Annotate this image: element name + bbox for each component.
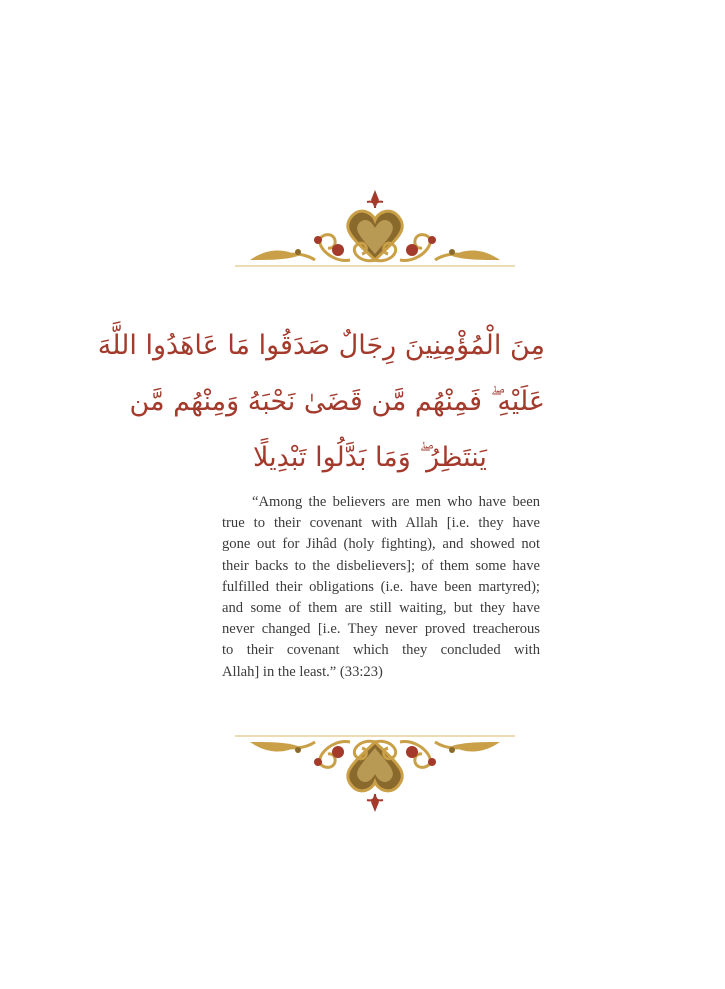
translation-line: fulfilled their obligations (i.e. have been martyred); bbox=[222, 578, 540, 595]
translation-line: true to their covenant with Allah [i.e. they have bbox=[222, 515, 540, 532]
arabic-verse-line: عَلَيْهِ ۖ فَمِنْهُم مَّن قَضَىٰ نَحْبَهُ وَمِنْهُم مَّن bbox=[129, 386, 545, 417]
arabic-verse-line: يَنتَظِرُ ۖ وَمَا بَدَّلُوا تَبْدِيلًا bbox=[253, 442, 487, 473]
arabic-verse-line: مِنَ الْمُؤْمِنِينَ رِجَالٌ صَدَقُوا مَا عَاهَدُوا اللَّهَ bbox=[97, 330, 545, 361]
translation-line: gone out for Jihâd (holy fighting), and showed not bbox=[222, 536, 540, 553]
bottom-ornament bbox=[230, 722, 520, 822]
top-ornament bbox=[230, 180, 520, 280]
translation-line: to their covenant which they concluded with bbox=[222, 642, 540, 659]
translation-line: “Among the believers are men who have been bbox=[252, 494, 540, 510]
arabic-verse bbox=[97, 318, 545, 486]
translation-line: never changed [i.e. They never proved treacherous bbox=[222, 621, 540, 638]
translation-line: and some of them are still waiting, but they have bbox=[222, 600, 540, 617]
translation-paragraph bbox=[222, 492, 540, 683]
translation-line: Allah] in the least.” (33:23) bbox=[222, 663, 383, 680]
translation-line: their backs to the disbelievers]; of them some have bbox=[222, 557, 540, 574]
